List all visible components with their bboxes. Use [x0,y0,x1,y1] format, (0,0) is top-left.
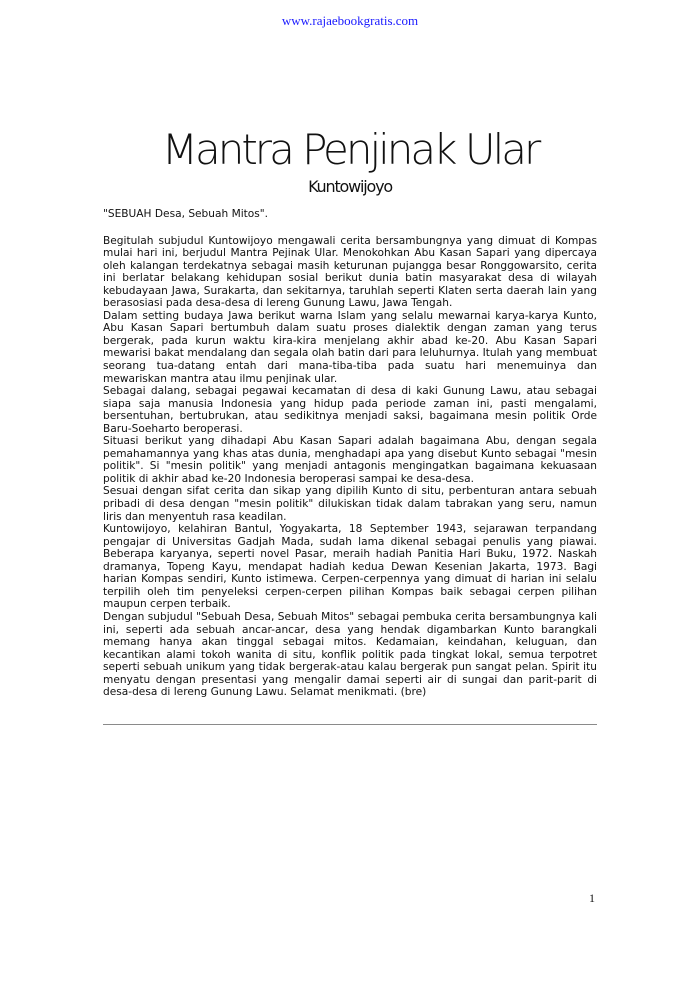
intro-line: "SEBUAH Desa, Sebuah Mitos". [103,208,269,220]
paragraph-6: Kuntowijoyo, kelahiran Bantul, Yogyakarta, 18 September 1943, sejarawan terpandang pengajar di Universitas Gadjah Mada, sudah lama dikenal sebagai penulis yang piawai. Beberapa karyanya, seperti novel Pasar, meraih hadiah Panitia Hari Buku, 1972. Naskah dramanya, Topeng Kayu, mendapat hadiah kedua Dewan Kesenian Jakarta, 1973. Bagi harian Kompas sendiri, Kunto istimewa. Cerpen-cerpennya yang dimuat di harian ini selalu terpilih oleh tim penyeleksi cerpen-cerpen pilihan Kompas baik sebagai cerpen pilihan maupun cerpen terbaik. [103,523,597,611]
horizontal-rule [103,724,597,725]
paragraph-1: Begitulah subjudul Kuntowijoyo mengawali cerita bersambungnya yang dimuat di Kompas mulai hari ini, berjudul Mantra Pejinak Ular. Menokohkan Abu Kasan Sapari yang dipercaya oleh kalangan terdekatnya sebagai masih keturunan pujangga besar Ronggowarsito, cerita ini berlatar belakang kehidupan sosial berikut dunia batin masyarakat desa di wilayah kebudayaan Jawa, Surakarta, dan sekitarnya, taruhlah seperti Klaten serta daerah lain yang berasosiasi pada desa-desa di lereng Gunung Lawu, Jawa Tengah. [103,234,597,310]
article-body [103,208,597,699]
page-number: 1 [589,891,595,905]
paragraph-4: Situasi berikut yang dihadapi Abu Kasan Sapari adalah bagaimana Abu, dengan segala pemahamannya yang khas atas dunia, menghadapi apa yang disebut Kunto sebagai "mesin politik". Si "mesin politik" yang menjadi antagonis mengingatkan bagaimana kekuasaan politik di akhir abad ke-20 Indonesia beroperasi sampai ke desa-desa. [103,435,597,485]
author-name: Kuntowijoyo [308,177,392,196]
paragraph-3: Sebagai dalang, sebagai pegawai kecamatan di desa di kaki Gunung Lawu, atau sebagai siapa saja manusia Indonesia yang hidup pada periode zaman ini, pasti mengalami, bersentuhan, bertubrukan, atau sedikitnya menjadi saksi, bagaimana mesin politik Orde Baru-Soeharto beroperasi. [103,385,597,435]
paragraph-5: Sesuai dengan sifat cerita dan sikap yang dipilih Kunto di situ, perbenturan antara sebuah pribadi di desa dengan "mesin politik" dilukiskan tidak dalam tabrakan yang seru, namun liris dan menyentuh rasa keadilan. [103,485,597,523]
paragraph-7: Dengan subjudul "Sebuah Desa, Sebuah Mitos" sebagai pembuka cerita bersambungnya kali ini, seperti ada sebuah ancar-ancar, desa yang hendak digambarkan Kunto barangkali memang hanya akan tinggal sebagai mitos. Kedamaian, keindahan, keluguan, dan kecantikan alami tokoh wanita di situ, konflik politik pada tingkat lokal, semua terpotret seperti sebuah unikum yang tidak bergerak-atau kalau bergerak pun sangat pelan. Spirit itu menyatu dengan presentasi yang mengalir damai seperti air di sungai dan parit-parit di desa-desa di lereng Gunung Lawu. Selamat menikmati. (bre) [103,610,597,699]
site-link[interactable]: www.rajaebookgratis.com [281,13,419,28]
paragraph-2: Dalam setting budaya Jawa berikut warna Islam yang selalu mewarnai karya-karya Kunto, Abu Kasan Sapari bertumbuh dalam suatu proses dialektik dengan zaman yang terus bergerak, pada kurun waktu kira-kira menjelang akhir abad ke-20. Abu Kasan Sapari mewarisi bakat mendalang dan segala olah batin dari para leluhurnya. Itulah yang membuat seorang tua-datang entah dari mana-tiba-tiba pada suatu hari menemuinya dan mewariskan mantra atau ilmu penjinak ular. [103,309,597,385]
document-title: Mantra Penjinak Ular [161,125,539,174]
